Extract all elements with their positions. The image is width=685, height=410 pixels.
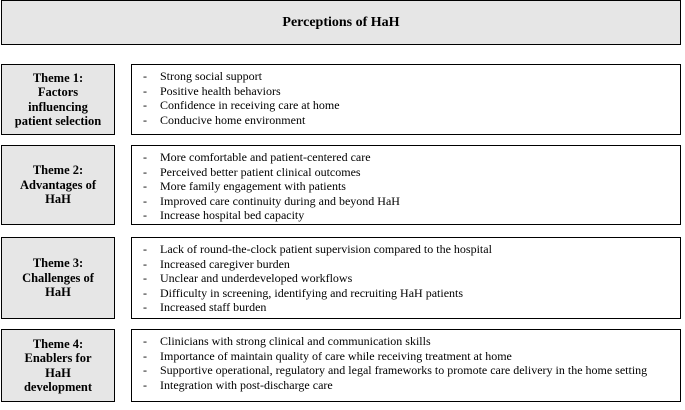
diagram-title: Perceptions of HaH <box>1 0 681 45</box>
theme-4-items <box>131 329 681 402</box>
theme-3-label: Theme 3: Challenges of HaH <box>1 237 115 319</box>
list-item: - Difficulty in screening, identifying and recruiting HaH patients <box>132 286 680 301</box>
list-item: - Increased staff burden <box>132 300 680 315</box>
theme-4-label: Theme 4: Enablers for HaH development <box>1 329 115 402</box>
list-item: - Integration with post-discharge care <box>132 378 680 393</box>
list-item: - Increased caregiver burden <box>132 257 680 272</box>
list-item: - Confidence in receiving care at home <box>132 98 680 113</box>
list-item: - Lack of round-the-clock patient supervision compared to the hospital <box>132 242 680 257</box>
theme-1-label: Theme 1: Factors influencing patient selection <box>1 64 115 135</box>
list-item: - Improved care continuity during and beyond HaH <box>132 194 680 209</box>
list-item: - Importance of maintain quality of care while receiving treatment at home <box>132 349 680 364</box>
list-item: - Conducive home environment <box>132 113 680 128</box>
list-item: - More family engagement with patients <box>132 179 680 194</box>
theme-2-label: Theme 2: Advantages of HaH <box>1 145 115 225</box>
list-item: - Increase hospital bed capacity <box>132 208 680 223</box>
theme-3-items <box>131 237 681 319</box>
theme-1-items <box>131 64 681 135</box>
list-item: - More comfortable and patient-centered care <box>132 150 680 165</box>
list-item: - Strong social support <box>132 69 680 84</box>
list-item: - Clinicians with strong clinical and communication skills <box>132 334 680 349</box>
list-item: - Supportive operational, regulatory and legal frameworks to promote care delivery in the home setting <box>132 363 680 378</box>
list-item: - Perceived better patient clinical outcomes <box>132 165 680 180</box>
theme-2-items <box>131 145 681 225</box>
list-item: - Positive health behaviors <box>132 84 680 99</box>
list-item: - Unclear and underdeveloped workflows <box>132 271 680 286</box>
